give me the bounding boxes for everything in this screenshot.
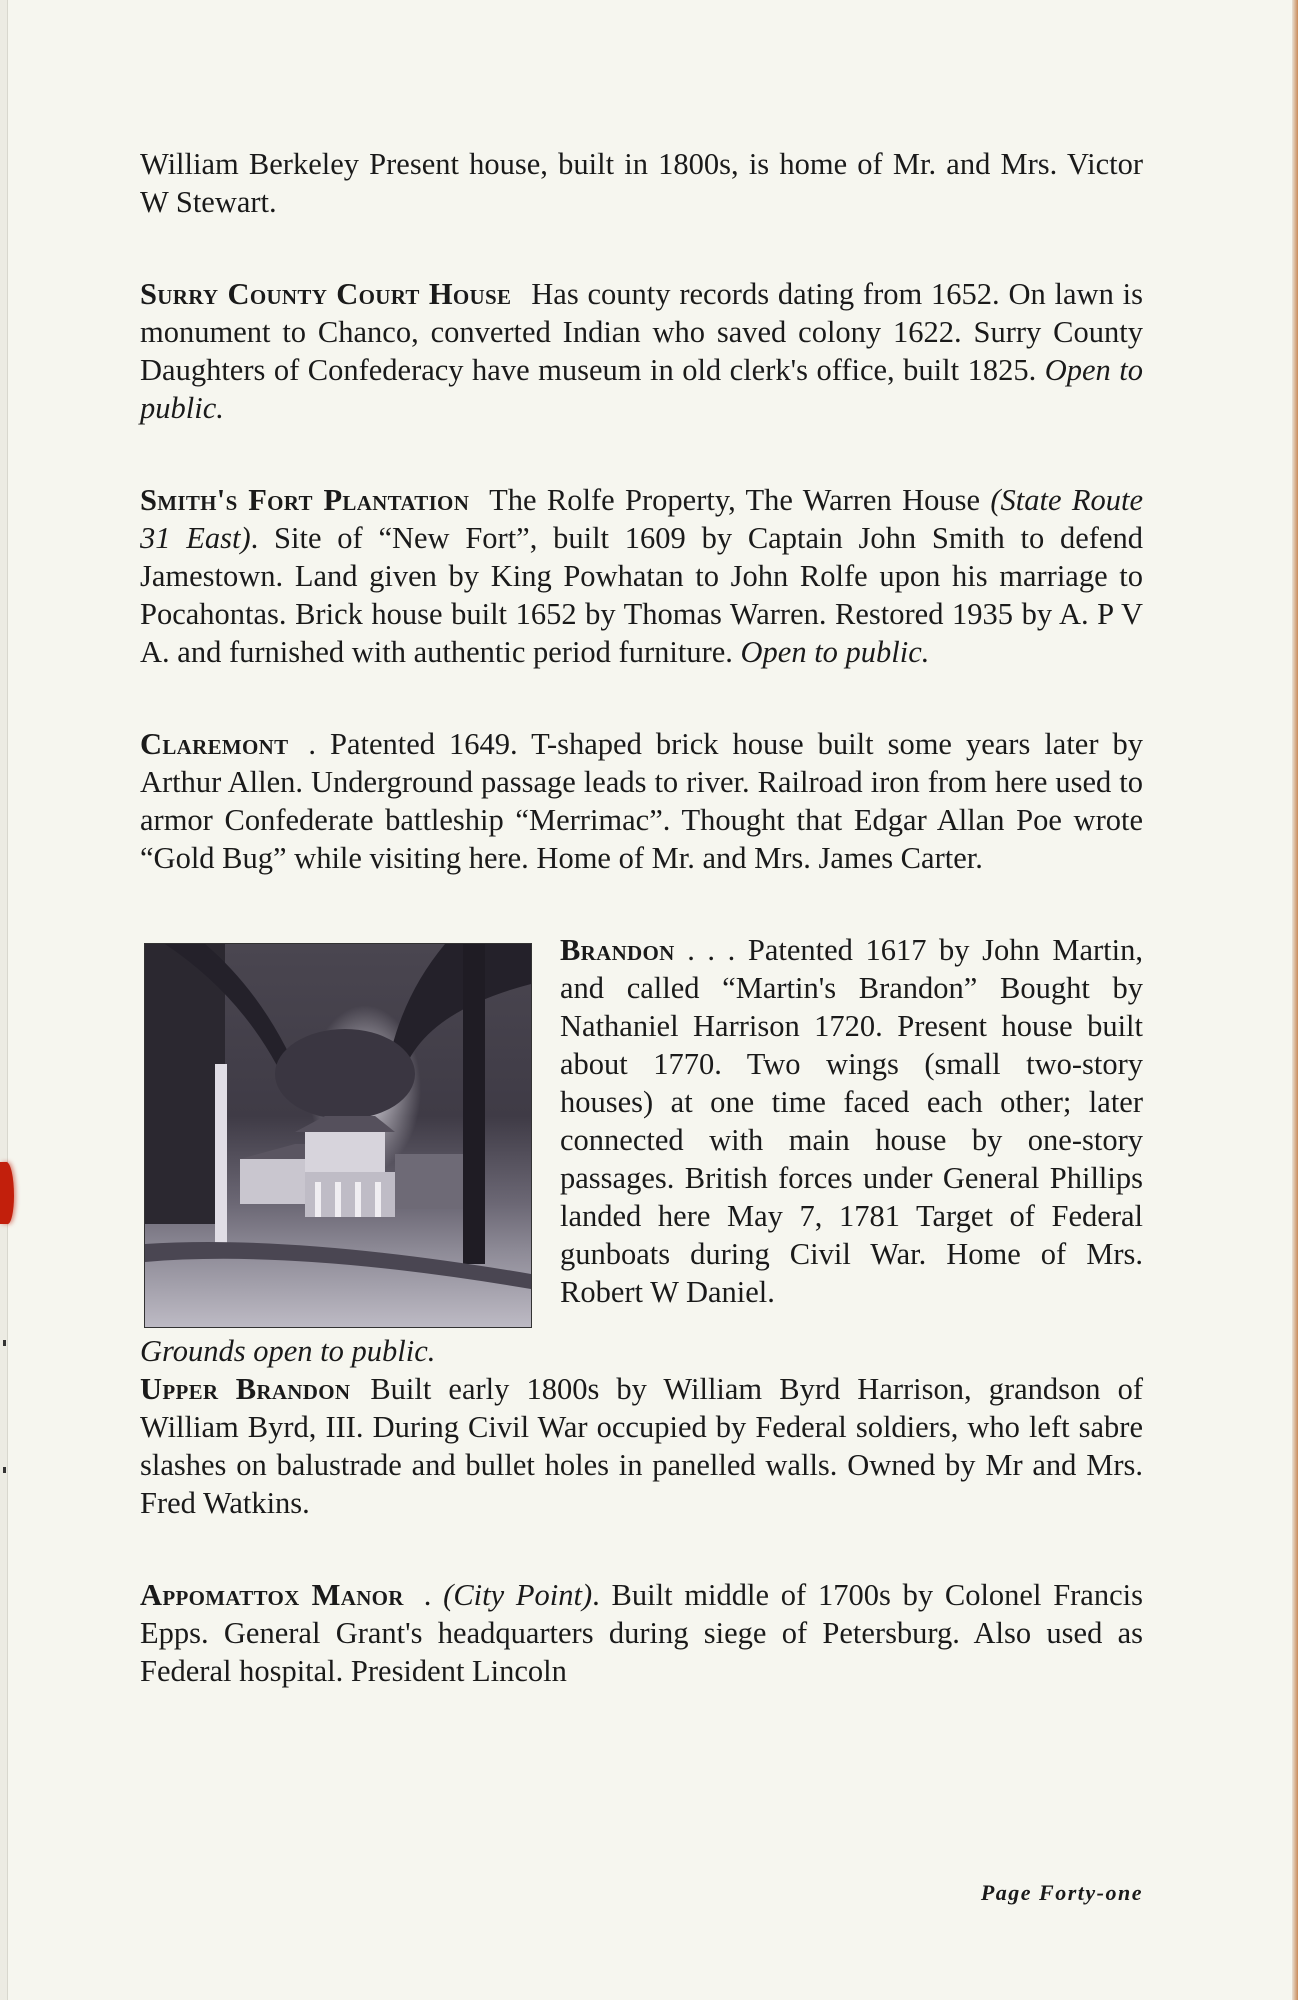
entry-heading: Appomattox Manor [140, 1578, 404, 1612]
entry-appomattox-manor [140, 1576, 1143, 1690]
entry-text: . Patented 1649. T-shaped brick house built some years later by Arthur Allen. Underground passage leads to river. Railroad iron from here used to armor Confederate battleship “Merrimac”. Thought that Edgar Allan Poe wrote “Gold Bug” while visiting here. Home of Mr. and Mrs. James Carter. [140, 727, 1143, 875]
entry-text: . Site of “New Fort”, built 1609 by Captain John Smith to defend Jamestown. Land given by King Powhatan to John Rolfe upon his marriage to Pocahontas. Brick house built 1652 by Thomas Warren. Restored 1935 by A. P V A. and furnished with authentic period furniture. [140, 521, 1143, 669]
page-number: Page Forty-one [980, 1880, 1143, 1905]
tree-canopy [275, 1029, 415, 1119]
edge-tick-mark [3, 1467, 6, 1473]
porch-column [355, 1182, 361, 1217]
entry-text-lead: . [423, 1578, 444, 1612]
page-content [140, 145, 1143, 1690]
edge-tick-mark [3, 1340, 6, 1346]
porch-column [315, 1182, 321, 1217]
tree-trunk-right [463, 944, 485, 1264]
entry-heading: Claremont [140, 727, 289, 761]
brandon-open-note: Grounds open to public. [140, 1334, 436, 1368]
entry-heading: Surry County Court House [140, 277, 512, 311]
entry-open-note: Open to public. [140, 353, 1143, 425]
porch-column [375, 1182, 381, 1217]
house-wing-right [395, 1154, 465, 1209]
entry-surry-county-court-house [140, 275, 1143, 427]
wing-roof-left [240, 1144, 305, 1159]
entry-text: William Berkeley Present house, built in 1800s, is home of Mr. and Mrs. Victor W Stewart. [140, 147, 1143, 219]
entry-text: . Built middle of 1700s by Colonel Francis Epps. General Grant's headquarters during siege of Petersburg. Also used as Federal hospital. President Lincoln [140, 1578, 1143, 1688]
entry-brandon [140, 931, 1143, 1370]
entry-text: Has county records dating from 1652. On lawn is monument to Chanco, converted Indian who saved colony 1622. Surry County Daughters of Confederacy have museum in old clerk's office, built 1825. [140, 277, 1143, 387]
brandon-house-illustration [145, 944, 531, 1327]
entry-heading: Smith's Fort Plantation [140, 483, 470, 517]
entry-smiths-fort-plantation [140, 481, 1143, 671]
entry-text: Built early 1800s by William Byrd Harrison, grandson of William Byrd, III. During Civil War occupied by Federal soldiers, who left sabre slashes on balustrade and bullet holes in panelled walls. Owned by Mr and Mrs. Fred Watkins. [140, 1372, 1144, 1520]
entry-claremont [140, 725, 1143, 877]
house-wing-left [240, 1159, 305, 1204]
entry-location: (City Point) [443, 1578, 593, 1612]
entry-heading: Upper Brandon [140, 1372, 351, 1406]
entry-text-lead: The Rolfe Property, The Warren House [489, 483, 991, 517]
house-roof [295, 1116, 395, 1132]
entry-berkeley [140, 145, 1143, 221]
entry-open-note: Open to public. [740, 635, 930, 669]
page-left-edge [0, 0, 8, 2000]
brandon-house-photo [144, 943, 532, 1328]
house-upper-story [305, 1132, 385, 1172]
entry-text: . . . Patented 1617 by John Martin, and called “Martin's Brandon” Bought by Nathaniel Harrison 1720. Present house built about 1770. Two wings (small two-story houses) at one time faced each other; later connected with main house by one-story passages. British forces under General Phillips landed here May 7, 1781 Target of Federal gunboats during Civil War. Home of Mrs. Robert W Daniel. [560, 933, 1143, 1309]
page-right-edge [1292, 0, 1298, 2000]
tree-trunk-left [215, 1064, 227, 1244]
red-edge-mark [0, 1162, 14, 1224]
porch-column [335, 1182, 341, 1217]
entry-upper-brandon [140, 1370, 1143, 1522]
entry-heading: Brandon [560, 933, 675, 967]
tree-mass-left [145, 944, 225, 1224]
entry-location: (State Route 31 East) [140, 483, 1143, 555]
